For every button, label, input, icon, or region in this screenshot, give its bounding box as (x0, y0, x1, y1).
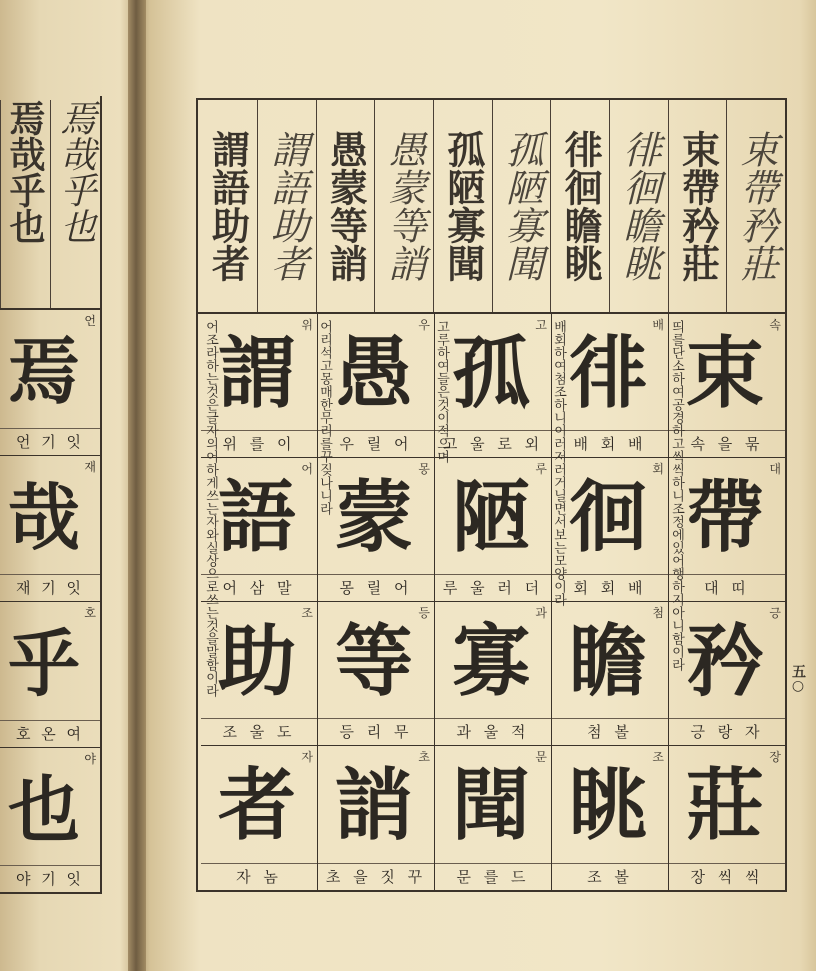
reading-label: 배 (652, 318, 664, 332)
header-text: 徘徊瞻眺 (616, 130, 661, 282)
commentary-note: 배회하여첨조하니이러저러거닐면서보는모양이라 (551, 320, 566, 606)
hanja-character: 也 (7, 767, 80, 852)
character-cell (435, 314, 551, 458)
reading-label: 호 (84, 606, 96, 620)
hanja-character: 徊 (568, 472, 647, 563)
character-cell (552, 458, 668, 602)
meaning-gloss: 호 온 여 (0, 720, 100, 747)
left-header-text: 焉哉乎也 (55, 100, 96, 244)
character-cell (435, 746, 551, 890)
hanja-character: 眺 (568, 760, 647, 851)
hanja-character: 聞 (451, 760, 530, 851)
hanja-character: 焉 (7, 329, 80, 414)
meaning-gloss: 장 씩 씩 (669, 863, 785, 890)
header-line (316, 100, 375, 312)
hanja-character: 誚 (334, 760, 413, 851)
hanja-character: 瞻 (568, 616, 647, 707)
header-text: 孤陋寡聞 (499, 130, 544, 282)
header-line (492, 100, 551, 312)
meaning-gloss: 자 놈 (201, 863, 317, 890)
reading-label: 루 (535, 462, 547, 476)
header-text: 謂語助者 (205, 130, 251, 282)
meaning-gloss: 긍 랑 자 (669, 718, 785, 745)
hanja-character: 孤 (451, 328, 530, 419)
meaning-gloss: 문 를 드 (435, 863, 551, 890)
reading-label: 야 (84, 752, 96, 766)
character-cell (318, 314, 434, 458)
character-cell (669, 314, 785, 458)
hanja-character: 寡 (451, 616, 530, 707)
header-line (433, 100, 492, 312)
hanja-character: 愚 (334, 328, 413, 419)
book-gutter (128, 0, 146, 971)
left-page-border (100, 96, 102, 894)
meaning-gloss: 배 회 배 (552, 430, 668, 457)
meaning-gloss: 회 회 배 (552, 574, 668, 601)
character-cell (435, 602, 551, 746)
hanja-character: 帶 (685, 472, 764, 563)
character-cell (669, 746, 785, 890)
reading-label: 조 (301, 606, 313, 620)
hanja-character: 者 (217, 760, 296, 851)
header-row (198, 100, 785, 314)
meaning-gloss: 어 삼 말 (201, 574, 317, 601)
meaning-gloss: 속 을 묶 (669, 430, 785, 457)
left-header-line-2 (50, 100, 98, 310)
meaning-gloss: 야 기 잇 (0, 865, 100, 892)
reading-label: 첨 (652, 606, 664, 620)
character-column (317, 314, 434, 890)
header-line (668, 100, 727, 312)
hanja-character: 徘 (568, 328, 647, 419)
meaning-gloss: 첨 볼 (552, 718, 668, 745)
meaning-gloss: 조 볼 (552, 863, 668, 890)
reading-label: 회 (652, 462, 664, 476)
hanja-character: 助 (217, 616, 296, 707)
reading-label: 위 (301, 318, 313, 332)
header-text: 束帶矜莊 (734, 130, 779, 282)
commentary-note: 고루하여들은것이적으며 (434, 320, 449, 463)
reading-label: 장 (769, 750, 781, 764)
reading-label: 대 (769, 462, 781, 476)
hanja-character: 莊 (685, 760, 764, 851)
character-cell (318, 746, 434, 890)
meaning-gloss: 몽 릴 어 (318, 574, 434, 601)
hanja-character: 謂 (217, 328, 296, 419)
meaning-gloss: 초 을 짓 꾸 (318, 863, 434, 890)
left-cell (0, 310, 100, 456)
header-text: 愚蒙等誚 (323, 130, 369, 282)
commentary-note: 어리석고몽매한무리를꾸짖나니라 (317, 320, 332, 515)
meaning-gloss: 대 띠 (669, 574, 785, 601)
header-text: 孤陋寡聞 (440, 130, 486, 282)
left-cell (0, 456, 100, 602)
commentary-note: 띄를단소하여공경하고씩씩하니조정에있어행하지아니함이라 (669, 320, 684, 671)
hanja-character: 束 (685, 328, 764, 419)
reading-label: 조 (652, 750, 664, 764)
character-cell (201, 314, 317, 458)
reading-label: 어 (301, 462, 313, 476)
hanja-character: 語 (217, 472, 296, 563)
commentary-note: 어조라하는것은글자의어하게쓰는자와실상으로쓰는것을말함이라 (203, 320, 218, 697)
reading-label: 등 (418, 606, 430, 620)
reading-label: 재 (84, 460, 96, 474)
reading-label: 과 (535, 606, 547, 620)
meaning-gloss: 루 울 러 더 (435, 574, 551, 601)
hanja-character: 哉 (7, 475, 80, 560)
meaning-gloss: 고 울 로 외 (435, 430, 551, 457)
header-line (257, 100, 316, 312)
meaning-gloss: 조 울 도 (201, 718, 317, 745)
left-page (0, 96, 104, 886)
meaning-gloss: 언 기 잇 (0, 428, 100, 455)
header-line (726, 100, 785, 312)
reading-label: 속 (769, 318, 781, 332)
meaning-gloss: 과 울 적 (435, 718, 551, 745)
header-text: 徘徊瞻眺 (558, 130, 604, 282)
reading-label: 언 (84, 314, 96, 328)
page-number: 五○ (790, 664, 806, 694)
reading-label: 자 (301, 750, 313, 764)
reading-label: 고 (535, 318, 547, 332)
hanja-character: 蒙 (334, 472, 413, 563)
reading-label: 긍 (769, 606, 781, 620)
header-line (609, 100, 668, 312)
header-text: 愚蒙等誚 (382, 130, 427, 282)
meaning-gloss: 재 기 잇 (0, 574, 100, 601)
character-cell (201, 458, 317, 602)
header-line (374, 100, 433, 312)
header-line (550, 100, 609, 312)
character-cell (552, 602, 668, 746)
character-cell (669, 602, 785, 746)
header-text: 謂語助者 (264, 130, 309, 282)
character-grid (198, 314, 785, 890)
character-cell (435, 458, 551, 602)
character-column (551, 314, 668, 890)
character-cell (201, 602, 317, 746)
character-column (668, 314, 785, 890)
character-cell (318, 602, 434, 746)
reading-label: 우 (418, 318, 430, 332)
reading-label: 초 (418, 750, 430, 764)
hanja-character: 等 (334, 616, 413, 707)
character-cell (318, 458, 434, 602)
left-cell (0, 602, 100, 748)
character-cell (552, 746, 668, 890)
hanja-character: 矜 (685, 616, 764, 707)
meaning-gloss: 등 리 무 (318, 718, 434, 745)
hanja-character: 陋 (451, 472, 530, 563)
character-cell (669, 458, 785, 602)
meaning-gloss: 위 를 이 (201, 430, 317, 457)
header-text: 束帶矜莊 (675, 130, 721, 282)
meaning-gloss: 우 릴 어 (318, 430, 434, 457)
hanja-character: 乎 (7, 621, 80, 706)
header-line (198, 100, 257, 312)
character-cell (201, 746, 317, 890)
right-page (196, 98, 787, 892)
character-cell (552, 314, 668, 458)
reading-label: 몽 (418, 462, 430, 476)
left-cell (0, 748, 100, 894)
character-column (434, 314, 551, 890)
reading-label: 문 (535, 750, 547, 764)
left-header-text: 焉哉乎也 (4, 100, 46, 244)
left-header-line-1 (0, 100, 48, 310)
